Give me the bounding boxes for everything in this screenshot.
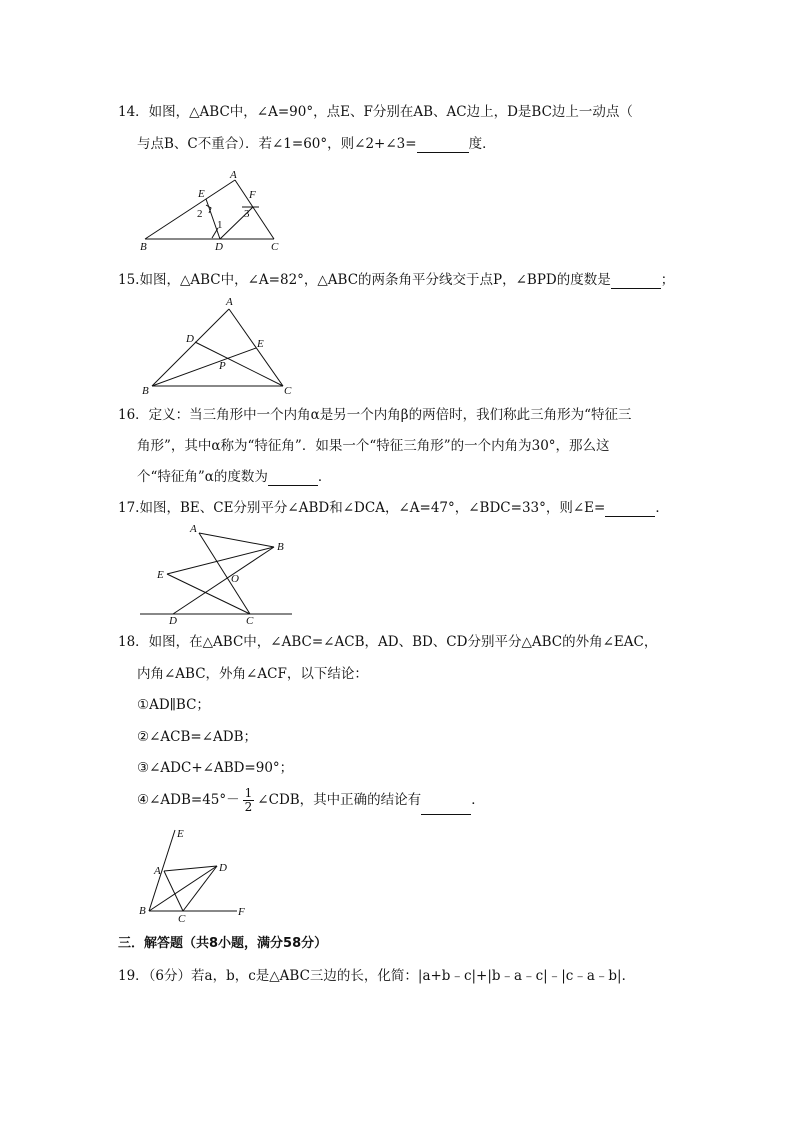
q17-answer-blank (605, 500, 655, 517)
q17-label-b: B (277, 541, 284, 553)
q18-c4-text-2: ∠CDB，其中正确的结论有 (257, 792, 422, 808)
q18-c4-denominator: 2 (244, 800, 253, 814)
q19-line-1: 19．（6分）若a，b，c是△ABC三边的长，化简：|a+b﹣c|+|b﹣a﹣c|﹣|c﹣a﹣b|． (118, 968, 636, 984)
q15-label-e: E (257, 338, 264, 350)
q14-label-b: B (140, 241, 147, 253)
q16-line-3-text: 个“特征角”α的度数为 (137, 469, 268, 485)
q18-conclusion-1: ①AD∥BC； (137, 697, 210, 713)
q15-line-1-end: ； (660, 272, 675, 288)
q15-label-c: C (284, 385, 292, 397)
q14-line-1: 14．如图，△ABC中，∠A=90°，点E、F分别在AB、AC边上，D是BC边上一动点（ (118, 104, 633, 120)
q18-conclusion-3: ③∠ADC+∠ABD=90°； (137, 760, 294, 776)
q14-line-2 (137, 136, 496, 153)
q14-line-2-end: 度． (468, 136, 496, 152)
q16-answer-blank (268, 469, 318, 486)
q18-label-e: E (177, 828, 184, 840)
q17-line-1 (118, 500, 669, 517)
q16-line-3 (137, 469, 331, 486)
q14-label-3: 3 (244, 208, 250, 220)
q14-answer-blank (417, 136, 469, 153)
q18-label-b: B (139, 905, 146, 917)
q15-figure (140, 294, 300, 398)
q18-c4-numerator: 1 (244, 786, 253, 800)
q14-label-f: F (249, 189, 256, 201)
q15-label-a: A (226, 296, 233, 308)
q18-conclusion-4 (137, 786, 485, 815)
q18-line-1: 18．如图，在△ABC中，∠ABC=∠ACB，AD、BD、CD分别平分△ABC的外角∠EAC， (118, 634, 658, 650)
q16-line-1: 16．定义：当三角形中一个内角α是另一个内角β的两倍时，我们称此三角形为“特征三 (118, 407, 632, 423)
q14-label-1: 1 (217, 219, 223, 231)
q15-line-1 (118, 272, 674, 289)
q18-figure (136, 826, 256, 926)
q15-label-p: P (219, 360, 226, 372)
q18-label-c: C (178, 913, 186, 925)
q15-answer-blank (611, 272, 661, 289)
q17-figure (140, 522, 300, 626)
q18-c4-text: ④∠ADB=45°－ (137, 792, 240, 808)
q14-label-c: C (271, 241, 279, 253)
q17-label-o: O (231, 573, 239, 585)
q17-label-d: D (169, 615, 177, 627)
q14-label-d: D (215, 241, 223, 253)
q18-label-d: D (219, 862, 227, 874)
q14-label-2: 2 (197, 208, 203, 220)
q17-label-e: E (157, 569, 164, 581)
q18-line-2: 内角∠ABC，外角∠ACF，以下结论： (137, 666, 368, 682)
q14-label-a: A (230, 169, 237, 181)
q15-label-b: B (142, 385, 149, 397)
q17-label-c: C (246, 615, 254, 627)
q17-line-1-end: ． (655, 500, 669, 516)
q18-c4-end: ． (471, 792, 485, 808)
q18-conclusion-2: ②∠ACB=∠ADB； (137, 729, 258, 745)
q18-label-f: F (238, 906, 245, 918)
q14-figure (140, 168, 290, 252)
q14-line-2-text: 与点B、C不重合）．若∠1=60°，则∠2+∠3= (137, 136, 417, 152)
q14-label-e: E (198, 188, 205, 200)
q15-line-1-text: 15.如图，△ABC中，∠A=82°，△ABC的两条角平分线交于点P，∠BPD的度数是 (118, 272, 611, 288)
q17-line-1-text: 17.如图，BE、CE分别平分∠ABD和∠DCA，∠A=47°，∠BDC=33°，则∠E= (118, 500, 606, 516)
q18-label-a: A (154, 865, 161, 877)
q18-answer-blank (421, 786, 471, 815)
section-title: 三．解答题（共8小题，满分58分） (118, 936, 328, 951)
q15-label-d: D (186, 333, 194, 345)
q16-line-2: 角形”，其中α称为“特征角”．如果一个“特征三角形”的一个内角为30°，那么这 (137, 438, 610, 454)
q16-line-3-end: ． (317, 469, 332, 485)
q17-label-a: A (190, 523, 197, 535)
q18-c4-fraction (243, 787, 255, 814)
